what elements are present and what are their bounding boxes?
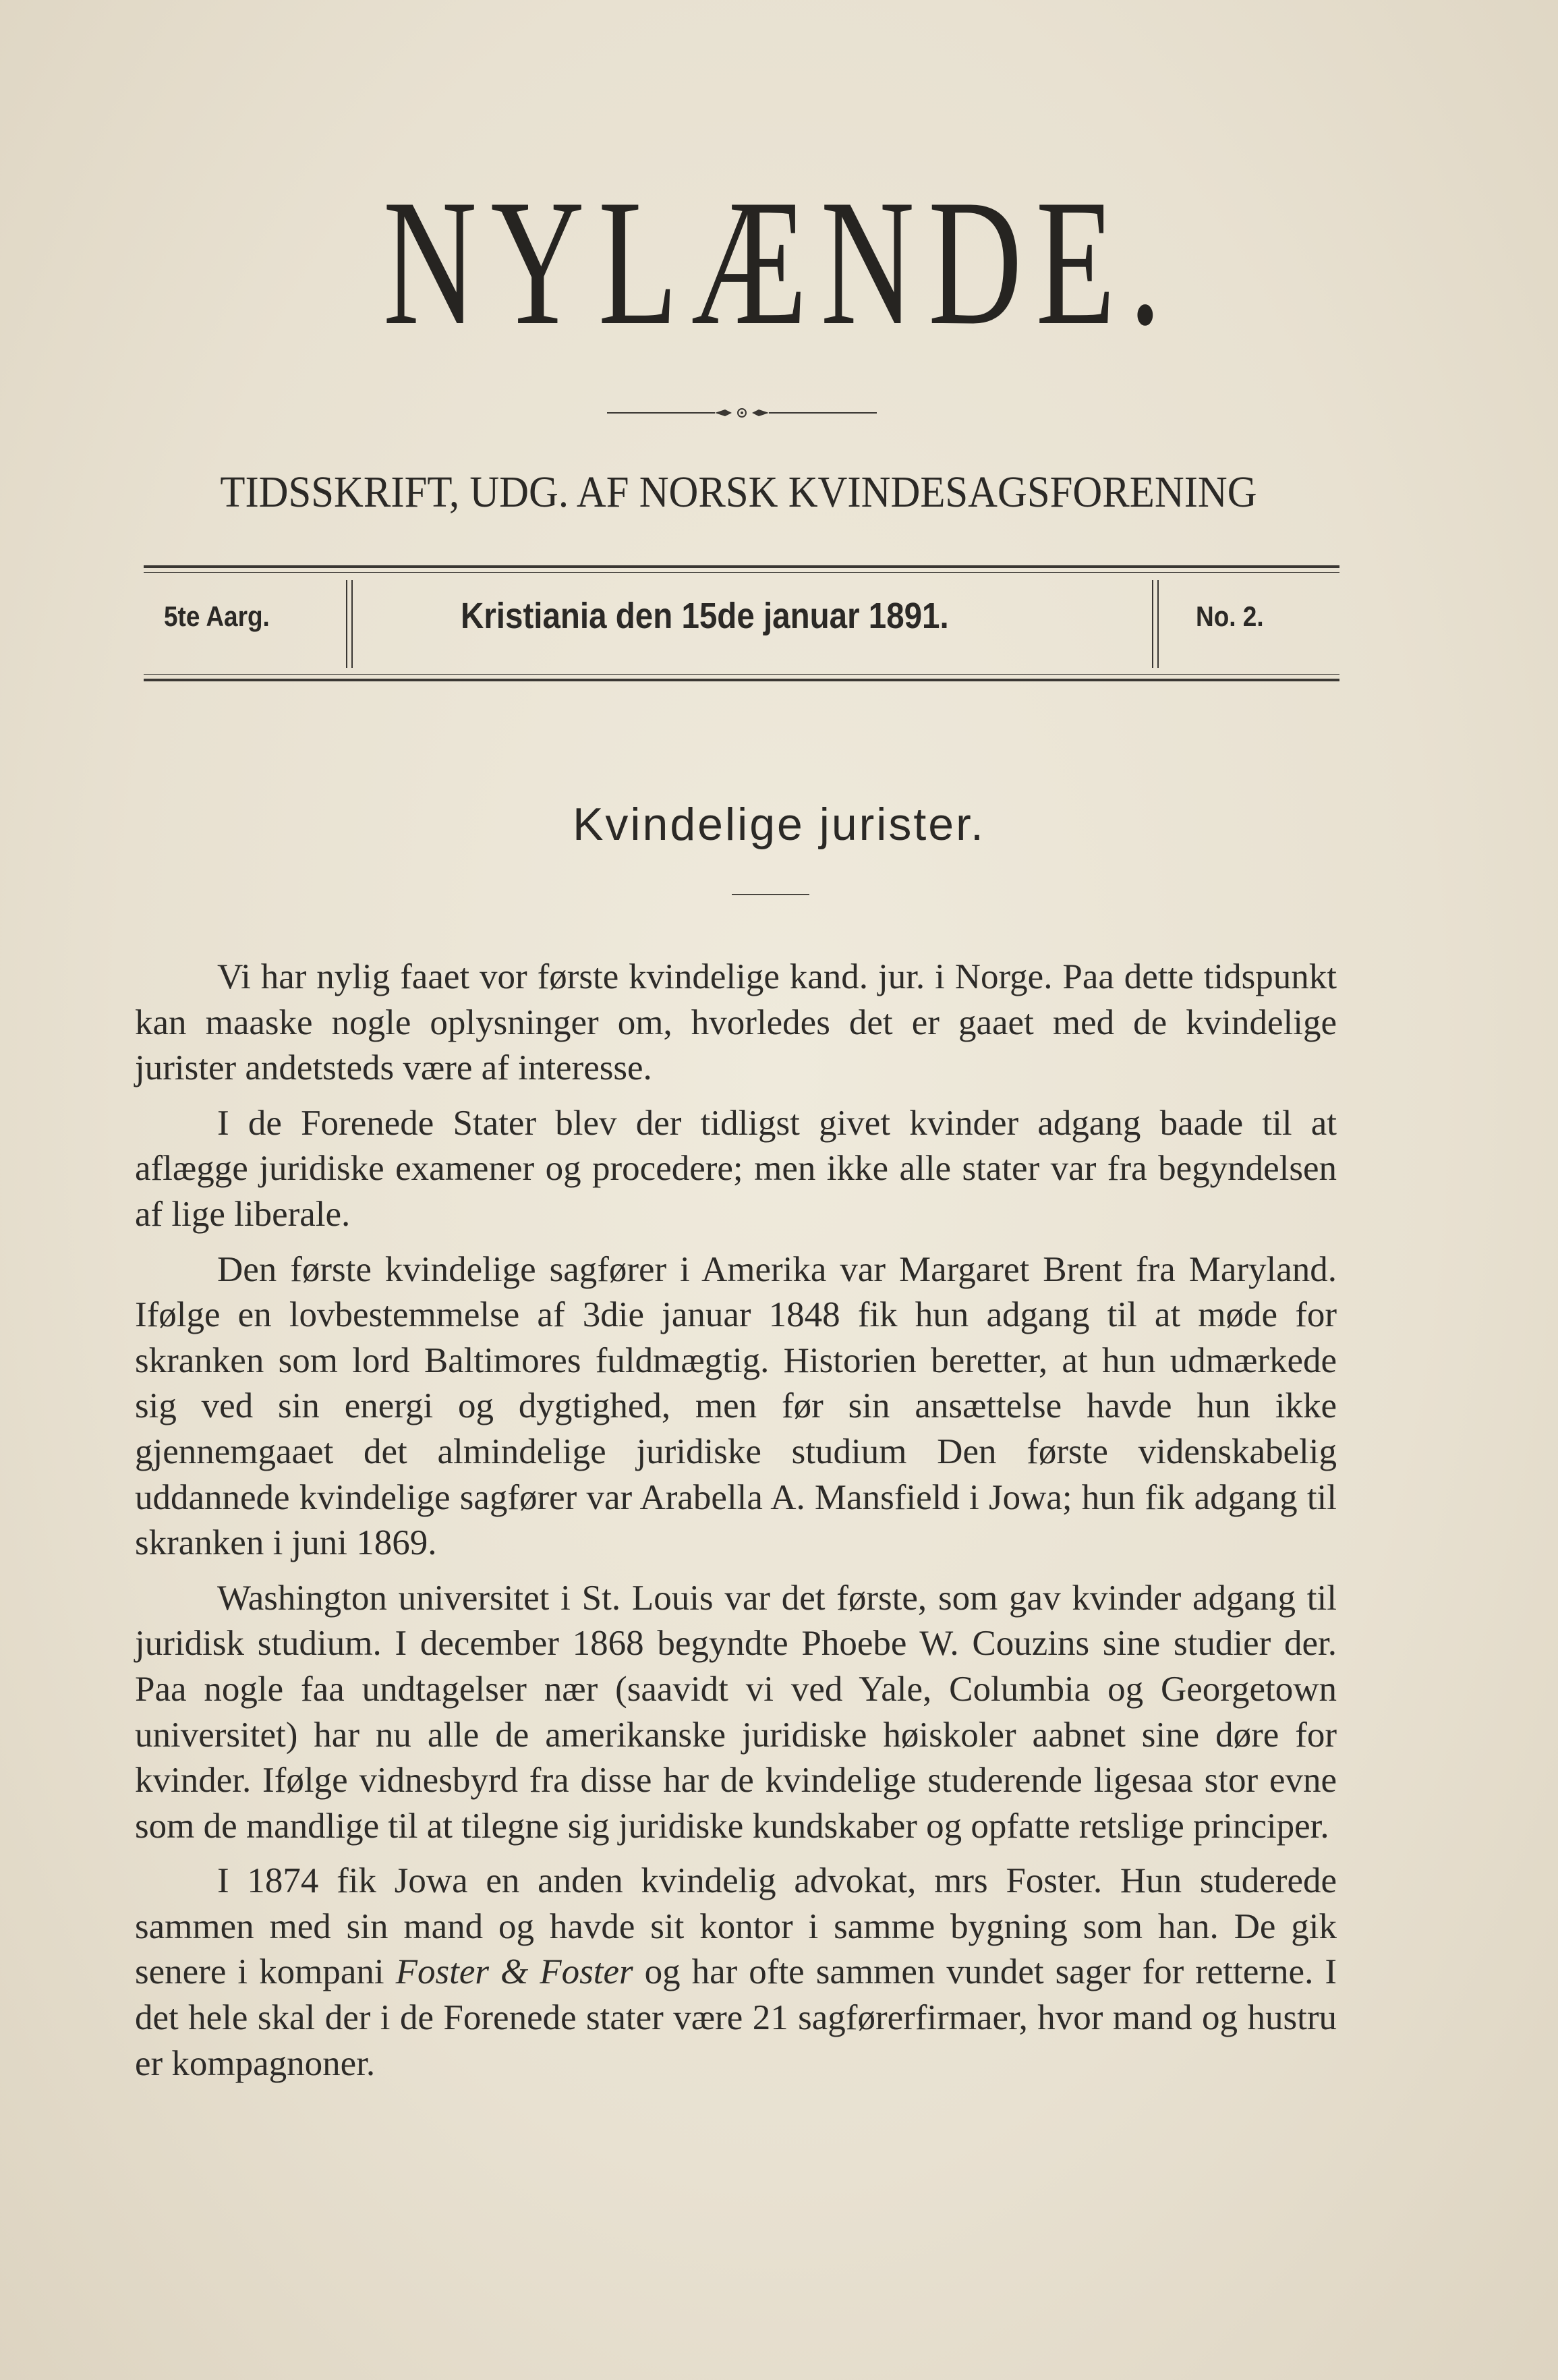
issue-volume: 5te Aarg.	[164, 600, 270, 632]
paragraph	[135, 1859, 1337, 2087]
title-rule	[732, 894, 809, 895]
column-divider	[346, 580, 347, 668]
paragraph: Washington universitet i St. Louis var det første, som gav kvinder adgang til juridisk studium. I december 1868 begyndte Phoebe W. Couzins sine studier der. Paa nogle faa undtagelser nær (saavidt vi ved Yale, Columbia og Georgetown universitet) har nu alle de amerikanske juridiske høiskoler aabnet sine døre for kvinder. Ifølge vidnesbyrd fra disse har de kvindelige studerende ligesaa stor evne som de mandlige til at tilegne sig juridiske kundskaber og opfatte retslige principer.	[135, 1578, 1337, 1846]
article-title: Kvindelige jurister.	[573, 799, 985, 850]
issue-info-bar	[144, 565, 1339, 684]
issue-number: No. 2.	[1196, 600, 1264, 632]
rule	[144, 679, 1339, 681]
rule	[144, 565, 1339, 568]
rule	[144, 674, 1339, 675]
paragraph: Vi har nylig faaet vor første kvindelige kand. jur. i Norge. Paa dette tidspunkt kan maaske nogle oplysninger om, hvorledes det er gaaet med de kvindelige jurister andetsteds være af interesse.	[135, 957, 1337, 1088]
masthead-title: NYLÆNDE.	[382, 162, 1176, 362]
article-body	[135, 955, 1337, 2096]
masthead-subtitle: TIDSSKRIFT, UDG. AF NORSK KVINDESAGSFORENING	[220, 468, 1257, 517]
rule	[144, 572, 1339, 573]
paragraph-text: og har ofte sammen vundet sager for retterne. I det hele skal der i de Forenede stater være 21 sagførerfirmaer, hvor mand og hustru er kompagnoner.	[135, 1952, 1337, 2083]
firm-name: Foster & Foster	[395, 1952, 633, 1992]
issue-place-date: Kristiania den 15de januar 1891.	[461, 596, 949, 636]
ornament-divider	[607, 406, 877, 420]
column-divider	[1152, 580, 1153, 668]
paragraph: Den første kvindelige sagfører i Amerika var Margaret Brent fra Maryland. Ifølge en lovbestemmelse af 3die januar 1848 fik hun adgang til at møde for skranken som lord Baltimores fuldmægtig. Historien beretter, at hun udmærkede sig ved sin energi og dygtighed, men før sin ansættelse havde hun ikke gjennemgaaet det almindelige juridiske studium Den første videnskabelig uddannede kvindelige sagfører var Arabella A. Mansfield i Jowa; hun fik adgang til skranken i juni 1869.	[135, 1249, 1337, 1563]
paragraph-text: I 1874 fik Jowa en anden kvindelig advokat, mrs Foster. Hun studerede sammen med sin mand og havde sit kontor i samme bygning som han. De gik senere i kompani	[135, 1861, 1337, 1992]
paragraph: I de Forenede Stater blev der tidligst givet kvinder adgang baade til at aflægge juridiske examener og procedere; men ikke alle stater var fra begyndelsen af lige liberale.	[135, 1103, 1337, 1234]
